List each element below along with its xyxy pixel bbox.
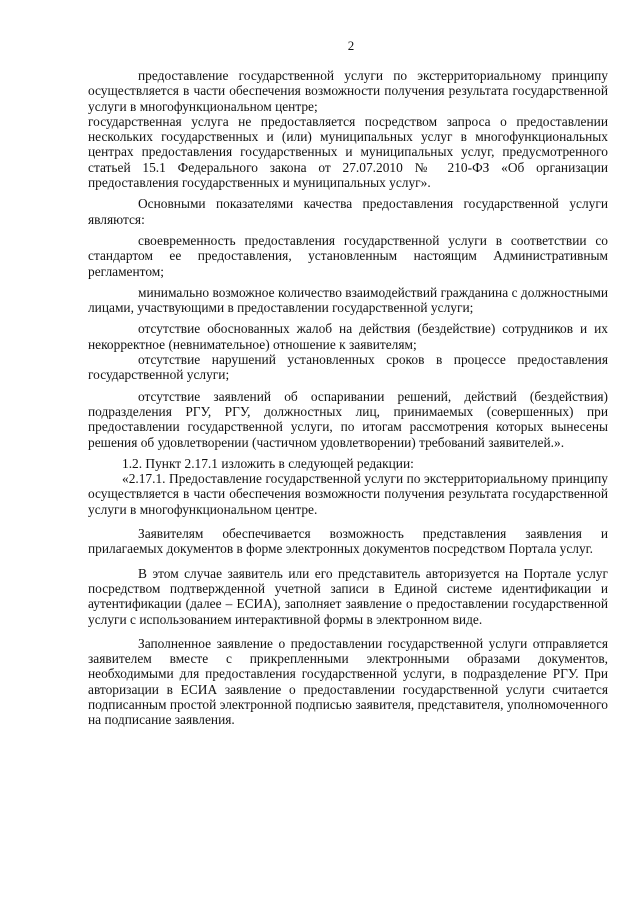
paragraph-application-submission: Заполненное заявление о предоставлении государственной услуги отправляется заявителем вместе с прикрепленными электронными образами документов, необходимыми для предоставления государственной услуги, в подразделение РГУ. При авторизации в ЕСИА заявление о предоставлении государственной услуги считается подписанным простой электронной подписью заявителя, представителя, уполномоченного на подписание заявления. xyxy=(88,635,608,728)
paragraph-clause-2-17-1: «2.17.1. Предоставление государственной услуги по экстерриториальному принципу осуществляется в части обеспечения возможности получения результата государственной услуги в многофункциональном центре. xyxy=(88,471,608,517)
paragraph-quality-indicators: Основными показателями качества предоставления государственной услуги являются: xyxy=(88,196,608,227)
paragraph-no-disputes: отсутствие заявлений об оспаривании решений, действий (бездействия) подразделения РГУ, РГУ, должностных лиц, принимаемых (совершенных) при предоставлении государственной услуги, по итогам рассмотрения которых вынесены решения об удовлетворении (частичном удовлетворении) требований заявителей.». xyxy=(88,388,608,450)
paragraph-no-complex-request: государственная услуга не предоставляется посредством запроса о предоставлении нескольких государственных и (или) муниципальных услуг в многофункциональных центрах предоставления государственных и муниципальных услуг, предусмотренного статьей 15.1 Федерального закона от 27.07.2010 № 210-ФЗ «Об организации предоставления государственных и муниципальных услуг». xyxy=(88,113,608,191)
page-number: 2 xyxy=(347,38,355,53)
paragraph-exterritorial-principle: предоставление государственной услуги по экстерриториальному принципу осуществляется в части обеспечения возможности получения результата государственной услуги в многофункциональном центре; xyxy=(88,68,608,114)
paragraph-amendment-heading: 1.2. Пункт 2.17.1 изложить в следующей редакции: xyxy=(122,455,414,471)
paragraph-no-deadline-violations: отсутствие нарушений установленных сроков в процессе предоставления государственной услуги; xyxy=(88,352,608,383)
paragraph-no-complaints: отсутствие обоснованных жалоб на действия (бездействие) сотрудников и их некорректное (невнимательное) отношение к заявителям; xyxy=(88,321,608,352)
paragraph-minimal-interactions: минимально возможное количество взаимодействий гражданина с должностными лицами, участвующими в предоставлении государственной услуги; xyxy=(88,284,608,316)
paragraph-timeliness: своевременность предоставления государственной услуги в соответствии со стандартом ее предоставления, установленным настоящим Административным регламентом; xyxy=(88,232,608,279)
paragraph-electronic-submission: Заявителям обеспечивается возможность представления заявления и прилагаемых документов в форме электронных документов посредством Портала услуг. xyxy=(88,526,608,557)
paragraph-esia-authorization: В этом случае заявитель или его представитель авторизуется на Портале услуг посредством подтвержденной учетной записи в Единой системе идентификации и аутентификации (далее – ЕСИА), заполняет заявление о предоставлении государственной услуги с использованием интерактивной формы в электронном виде. xyxy=(88,565,608,627)
